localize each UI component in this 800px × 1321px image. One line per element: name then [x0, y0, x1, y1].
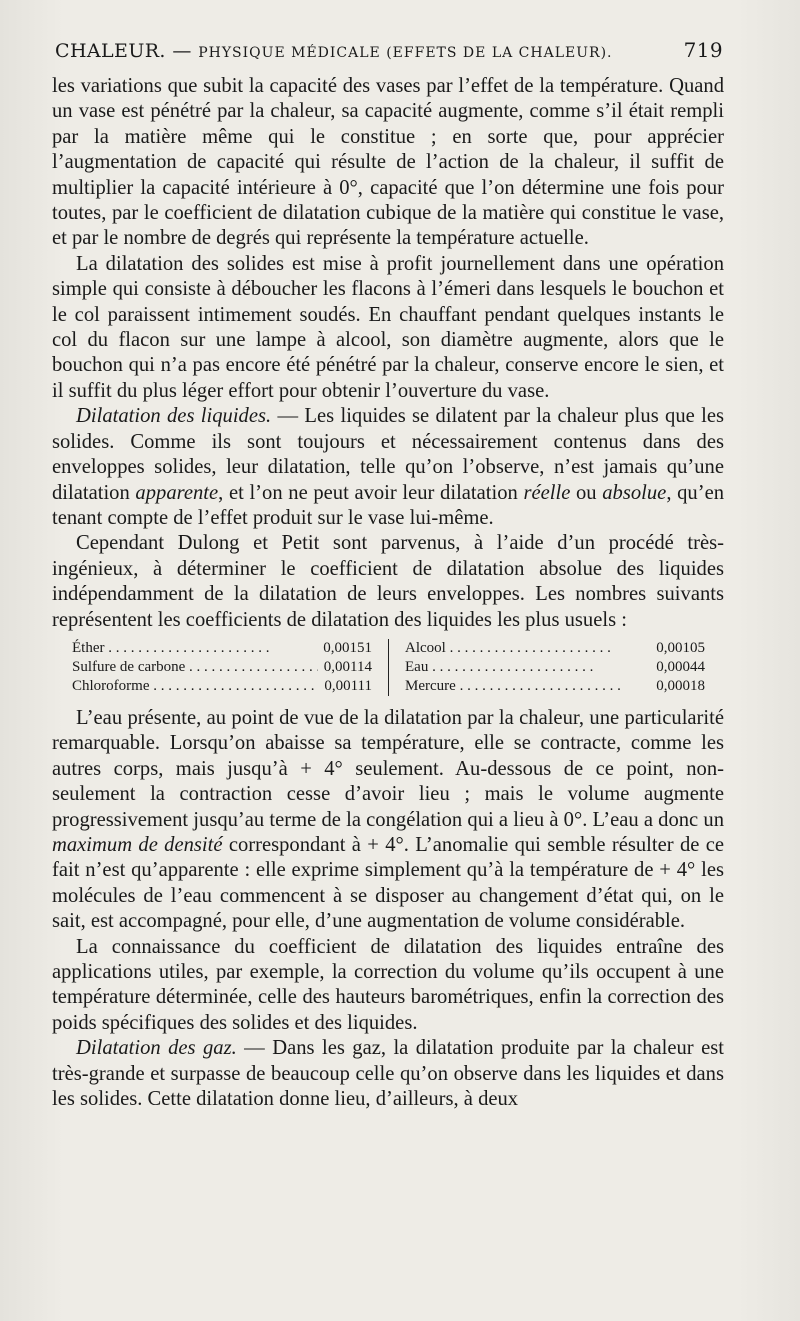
table-column-right — [389, 639, 705, 696]
coefficient-value: 0,00105 — [656, 639, 705, 656]
coefficient-value: 0,00151 — [323, 639, 372, 656]
liquid-name: Sulfure de carbone . . . — [72, 658, 318, 677]
paragraph-capacite-vases: les variations que subit la capacité des vases par l’effet de la température. Quand un vase est pénétré par la chaleur, sa capacité augmente, comme s’il était rempli par la matière même qui le constitue ; en sorte que, pour apprécier l’augmentation de capacité qui résulte de l’action de la chaleur, il suffit de multiplier la capacité intérieure à 0°, capacité que l’on détermine une fois pour toutes, par le coefficient de dilatation cubique de la matière qui constitue le vase, et par le nombre de degrés qui représente la température actuelle. — [52, 75, 724, 250]
liquid-name: Eau . . . — [405, 658, 650, 677]
italic-term-apparente: apparente — [135, 481, 219, 504]
table-row — [72, 677, 372, 696]
coefficient-value: 0,00111 — [324, 677, 372, 694]
table-row — [405, 677, 705, 696]
paragraph-eau-anomalie — [52, 706, 724, 935]
text-span: — Les liquides se dilatent par la chaleur plus que les solides. Comme ils sont toujours et nécessairement contenus dans des enveloppes solides, leur dilatation, telle qu’on l’observe, n’est jamais qu’une dilatation — [52, 405, 724, 504]
text-span: L’eau présente, au point de vue de la dilatation par la chaleur, une particularité remarquable. Lorsqu’on abaisse sa température, elle se contracte, comme les autres corps, mais jusqu’à + 4° seulement. Au-dessous de ce point, non-seulement la contraction cesse d’avoir lieu ; mais le volume augmente progressivement jusqu’au terme de la congélation qui a lieu à 0°. L’eau a donc un — [52, 706, 724, 831]
italic-term-maximum-densite: maximum de densité — [52, 833, 223, 856]
running-head-sub: PHYSIQUE MÉDICALE (EFFETS DE LA CHALEUR). — [198, 45, 613, 61]
section-heading-gaz: Dilatation des gaz. — [76, 1037, 237, 1060]
body-text — [52, 74, 724, 1112]
table-row — [72, 658, 372, 677]
coefficient-value: 0,00114 — [323, 658, 372, 675]
paragraph-dilatation-gaz — [52, 1036, 724, 1112]
section-heading-liquides: Dilatation des liquides. — [76, 405, 272, 428]
running-header — [55, 38, 723, 62]
paragraph-dilatation-solides: La dilatation des solides est mise à profit journellement dans une opération simple qui consiste à déboucher les flacons à l’émeri dans lesquels le bouchon et le col paraissent intimement soudés. En chauffant pendant quelques instants le col du flacon sur une lampe à alcool, son diamètre augmente, alors que le bouchon qui n’a pas encore été pénétré par la chaleur, conserve encore le sien, et il suffit du plus léger effort pour obtenir l’ouverture du vase. — [52, 252, 724, 402]
table-row — [405, 639, 705, 658]
liquid-name: Chloroforme . . . — [72, 677, 318, 696]
coefficient-value: 0,00044 — [656, 658, 705, 675]
running-head-main: CHALEUR. — [55, 40, 166, 62]
coefficient-value: 0,00018 — [656, 677, 705, 694]
text-span: , qu’en tenant compte de l’effet produit sur le vase lui-même. — [52, 481, 725, 529]
text-span: , et l’on ne peut avoir leur dilatation — [218, 481, 524, 504]
liquid-name: Alcool . . . — [405, 639, 650, 658]
paragraph-dilatation-liquides — [52, 404, 724, 531]
table-column-left — [72, 639, 389, 696]
coefficient-table — [72, 639, 722, 696]
running-head-dash: — — [172, 40, 192, 62]
text-span: ou — [570, 481, 603, 504]
liquid-name: Mercure . . . — [405, 677, 650, 696]
table-row — [405, 658, 705, 677]
paragraph-dulong-petit: Cependant Dulong et Petit sont parvenus, à l’aide d’un procédé très-ingénieux, à déterminer le coefficient de dilatation absolue des liquides indépendamment de la dilatation de leurs enveloppes. Les nombres suivants représentent les coefficients de dilatation des liquides les plus usuels : — [52, 532, 724, 631]
paragraph-applications: La connaissance du coefficient de dilatation des liquides entraîne des applications utiles, par exemple, la correction du volume qu’ils occupent à une température déterminée, celle des hauteurs barométriques, enfin la correction des poids spécifiques des solides et des liquides. — [52, 935, 724, 1034]
liquid-name: Éther . . . — [72, 639, 317, 658]
running-head — [55, 40, 612, 62]
text-span: — Dans les gaz, la dilatation produite par la chaleur est très-grande et surpasse de beaucoup celle qu’on observe dans les liquides et dans les solides. Cette dilatation donne lieu, d’ailleurs, à deux — [52, 1037, 724, 1111]
italic-term-reelle: réelle — [523, 481, 571, 504]
italic-term-absolue: absolue — [602, 481, 667, 504]
text-span: correspondant à + 4°. L’anomalie qui semble résulter de ce fait n’est qu’apparente : elle exprime simplement qu’à la température de + 4° les molécules de l’eau commencent à se disposer au changement d’état qui, on le sait, est accompagné, pour elle, d’une augmentation de volume considérable. — [52, 833, 724, 933]
table-row — [72, 639, 372, 658]
page-number: 719 — [683, 38, 723, 62]
